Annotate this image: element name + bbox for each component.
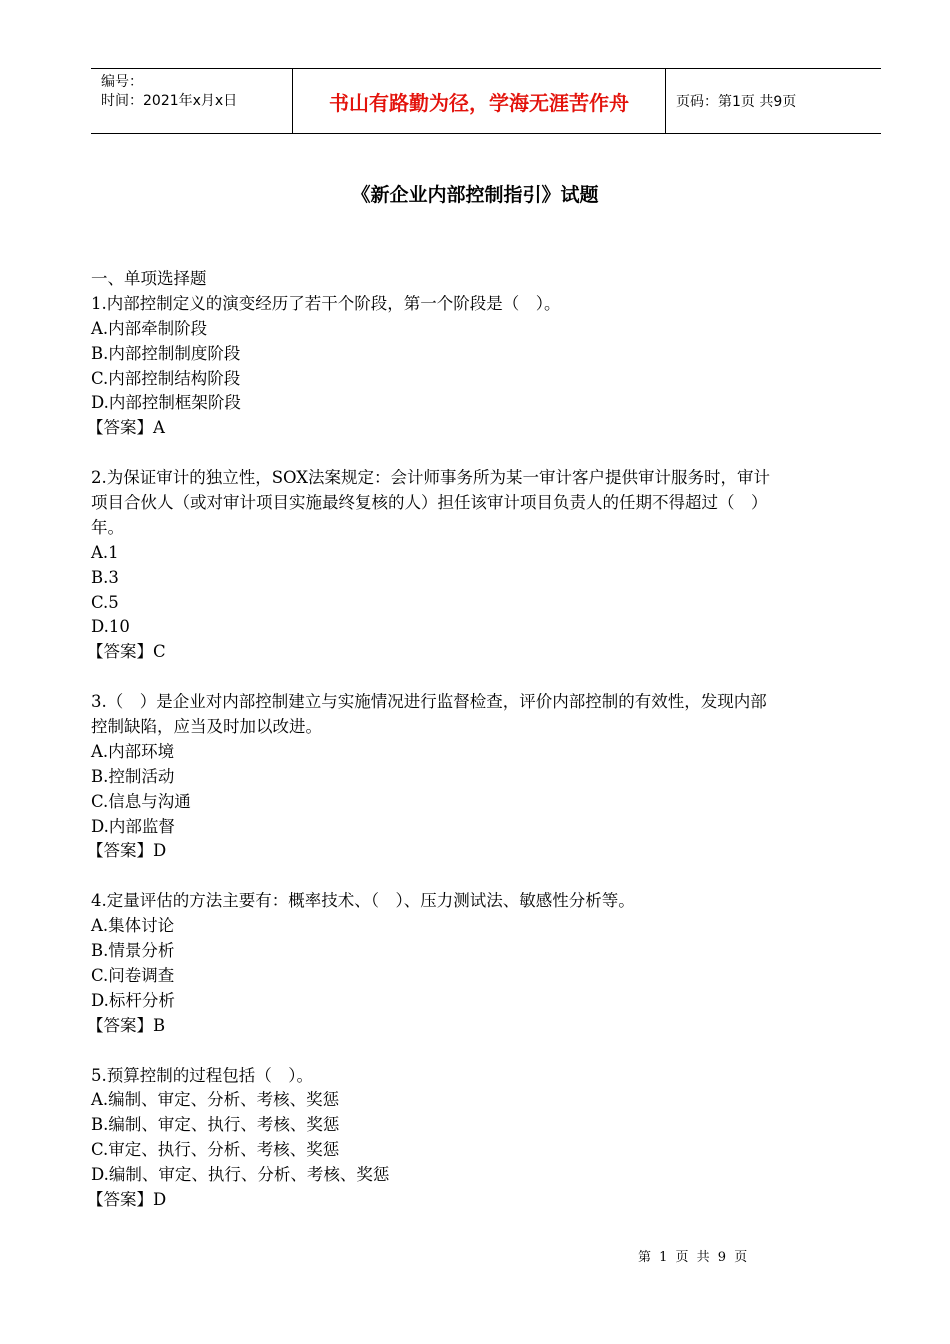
option-a: A.编制、审定、分析、考核、奖惩 xyxy=(91,1090,340,1110)
question-stem: 控制缺陷，应当及时加以改进。 xyxy=(91,717,322,737)
page-footer: 第 1 页 共 9 页 xyxy=(638,1250,748,1265)
option-b: B.3 xyxy=(91,567,119,587)
question-4 xyxy=(87,889,881,1038)
header-table xyxy=(91,68,881,134)
option-c: C.审定、执行、分析、考核、奖惩 xyxy=(91,1140,340,1160)
question-stem: 5.预算控制的过程包括（ ）。 xyxy=(91,1065,313,1085)
answer: 【答案】D xyxy=(87,1189,167,1209)
page-number-label: 页码：第1页 共9页 xyxy=(676,94,797,110)
page-number-cell xyxy=(666,69,881,133)
option-d: D.编制、审定、执行、分析、考核、奖惩 xyxy=(91,1165,390,1185)
option-c: C.5 xyxy=(91,592,119,612)
section-heading: 一、单项选择题 xyxy=(91,269,207,288)
option-d: D.10 xyxy=(91,617,130,637)
option-d: D.内部控制框架阶段 xyxy=(91,393,241,413)
question-1 xyxy=(87,292,881,441)
motto-cell xyxy=(293,69,666,133)
answer: 【答案】D xyxy=(87,841,167,861)
time-label: 时间：2021年x月x日 xyxy=(101,93,238,109)
number-label: 编号： xyxy=(101,74,143,90)
option-a: A.内部环境 xyxy=(91,741,175,761)
option-b: B.控制活动 xyxy=(91,766,175,786)
answer: 【答案】B xyxy=(87,1015,166,1035)
option-c: C.问卷调查 xyxy=(91,965,175,985)
question-stem: 4.定量评估的方法主要有：概率技术、（ ）、压力测试法、敏感性分析等。 xyxy=(91,891,635,911)
option-b: B.情景分析 xyxy=(91,941,175,961)
document-title: 《新企业内部控制指引》试题 xyxy=(351,184,599,206)
option-d: D.标杆分析 xyxy=(91,990,175,1010)
header-meta-cell xyxy=(91,69,293,133)
option-c: C.内部控制结构阶段 xyxy=(91,368,241,388)
option-b: B.内部控制制度阶段 xyxy=(91,343,241,363)
answer: 【答案】C xyxy=(87,642,166,662)
option-a: A.内部牵制阶段 xyxy=(91,318,208,338)
question-stem: 3.（ ）是企业对内部控制建立与实施情况进行监督检查，评价内部控制的有效性，发现内部 xyxy=(91,692,767,712)
question-5 xyxy=(87,1064,881,1213)
question-2 xyxy=(87,466,881,665)
question-3 xyxy=(87,690,881,864)
option-d: D.内部监督 xyxy=(91,816,175,836)
answer: 【答案】A xyxy=(87,418,165,438)
option-b: B.编制、审定、执行、考核、奖惩 xyxy=(91,1115,340,1135)
question-list xyxy=(87,267,881,1213)
option-a: A.1 xyxy=(91,542,119,562)
motto-text: 书山有路勤为径，学海无涯苦作舟 xyxy=(329,90,629,115)
option-c: C.信息与沟通 xyxy=(91,791,191,811)
option-a: A.集体讨论 xyxy=(91,916,175,936)
question-stem: 年。 xyxy=(91,517,124,537)
question-stem: 项目合伙人（或对审计项目实施最终复核的人）担任该审计项目负责人的任期不得超过（ ） xyxy=(91,493,768,513)
question-stem: 1.内部控制定义的演变经历了若干个阶段，第一个阶段是（ ）。 xyxy=(91,293,561,313)
question-stem: 2.为保证审计的独立性，SOX法案规定：会计师事务所为某一审计客户提供审计服务时，审计 xyxy=(91,468,771,488)
